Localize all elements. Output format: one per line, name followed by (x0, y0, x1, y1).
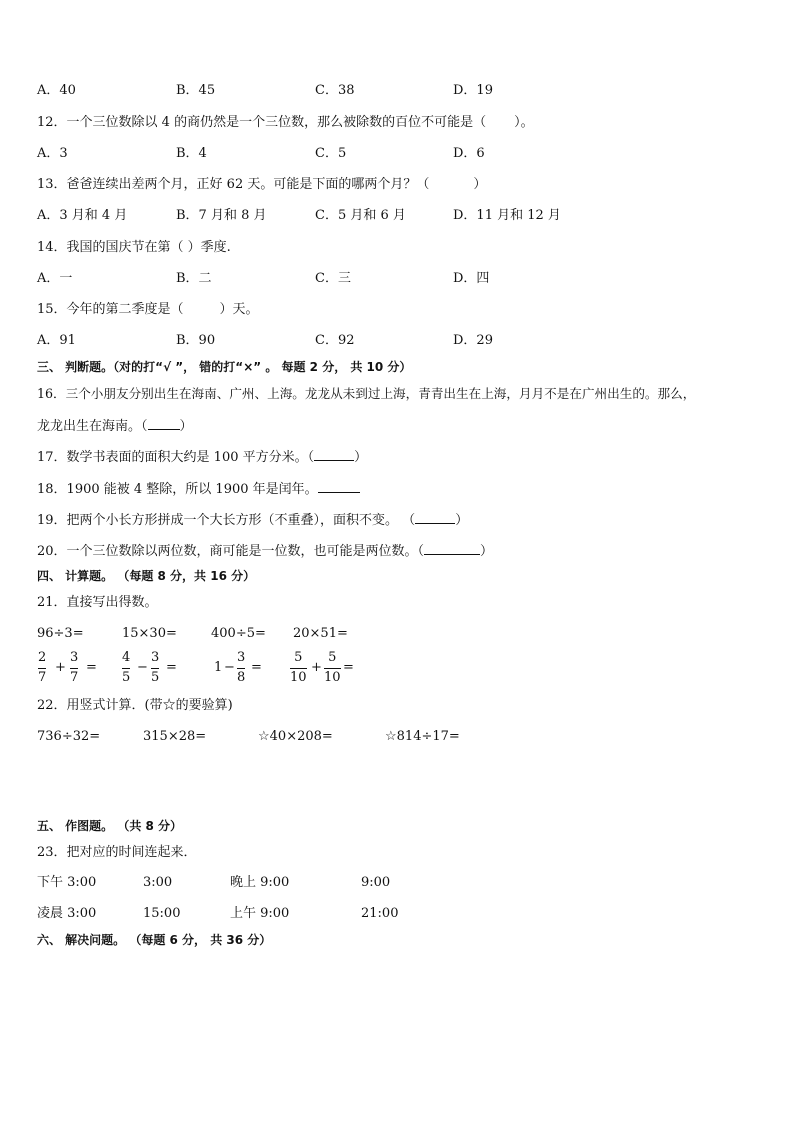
q21-stem: 21．直接写出得数。 (37, 595, 158, 610)
q17-answer-blank[interactable] (314, 448, 354, 461)
denominator: 10 (290, 670, 307, 685)
fraction-bar (290, 668, 307, 669)
denominator: 7 (70, 670, 79, 685)
numerator: 3 (151, 650, 160, 665)
q14-option-b: B．二 (176, 271, 212, 286)
q17-line (37, 448, 367, 466)
q12-option-b: B．4 (176, 146, 207, 161)
equals-sign: = (86, 660, 97, 675)
q11-option-a: A．40 (37, 83, 76, 98)
q22-item-1: 736÷32= (37, 729, 101, 744)
fraction (38, 650, 46, 686)
q21-expr-4: 20×51= (293, 626, 348, 641)
q20-end: ） (480, 544, 494, 559)
whole-number: 1 (214, 660, 223, 675)
fraction-bar (38, 668, 46, 669)
fraction-bar (70, 668, 78, 669)
fraction-bar (237, 668, 245, 669)
q23-row1-item-4[interactable]: 9:00 (361, 875, 391, 890)
q22-stem: 22．用竖式计算．(带☆的要验算) (37, 698, 233, 713)
minus-sign: − (137, 660, 148, 675)
q19-text: 19．把两个小长方形拼成一个大长方形（不重叠），面积不变。 （ (37, 513, 416, 528)
q15-option-d: D．29 (453, 333, 493, 348)
denominator: 5 (151, 670, 160, 685)
q11-option-d: D．19 (453, 83, 493, 98)
q18-text: 18．1900 能被 4 整除，所以 1900 年是闰年。 (37, 482, 318, 497)
q15-option-c: C．92 (315, 333, 355, 348)
numerator: 3 (237, 650, 246, 665)
q20-answer-blank[interactable] (424, 542, 480, 555)
q12-option-c: C．5 (315, 146, 347, 161)
q14-option-a: A．一 (37, 271, 73, 286)
fraction (324, 650, 341, 686)
q13-option-b: B．7 月和 8 月 (176, 208, 267, 223)
fraction (70, 650, 78, 686)
numerator: 5 (328, 650, 337, 665)
q20-text: 20．一个三位数除以两位数，商可能是一位数，也可能是两位数。（ (37, 544, 425, 559)
q12-stem (37, 115, 534, 131)
q16-end: ） (179, 419, 193, 434)
equals-sign: = (166, 660, 177, 675)
q12-option-a: A．3 (37, 146, 68, 161)
q11-option-b: B．45 (176, 83, 216, 98)
numerator: 5 (294, 650, 303, 665)
q13-option-c: C．5 月和 6 月 (315, 208, 406, 223)
q17-text: 17．数学书表面的面积大约是 100 平方分米。（ (37, 450, 315, 465)
plus-sign: + (311, 660, 322, 675)
q12-stem-end: ）。 (514, 115, 534, 130)
q18-answer-blank[interactable] (318, 480, 360, 493)
q14-option-c: C．三 (315, 271, 351, 286)
q15-option-b: B．90 (176, 333, 216, 348)
q16-text: 龙龙出生在海南。（ (37, 419, 148, 434)
fraction (290, 650, 307, 686)
q14-option-d: D．四 (453, 271, 490, 286)
fraction-bar (122, 668, 130, 669)
q14-stem: 14．我国的国庆节在第（ ）季度. (37, 240, 231, 255)
q23-row2-item-1[interactable]: 凌晨 3:00 (37, 906, 97, 921)
equals-sign: = (343, 660, 354, 675)
q21-expr-3: 400÷5= (211, 626, 266, 641)
q13-option-a: A．3 月和 4 月 (37, 208, 128, 223)
q13-stem-end: ） (473, 177, 487, 192)
denominator: 10 (324, 670, 341, 685)
q17-end: ） (354, 450, 368, 465)
section-3-heading: 三、 判断题。（对的打“√ ”， 错的打“×” 。 每题 2 分， 共 10 分） (37, 360, 412, 374)
q21-expr-2: 15×30= (122, 626, 177, 641)
denominator: 8 (237, 670, 246, 685)
fraction (151, 650, 159, 686)
numerator: 2 (38, 650, 47, 665)
plus-sign: + (55, 660, 66, 675)
q22-item-2: 315×28= (143, 729, 207, 744)
fraction-bar (151, 668, 159, 669)
q23-row2-item-3[interactable]: 上午 9:00 (230, 906, 290, 921)
q15-stem (37, 302, 259, 318)
q23-row2-item-2[interactable]: 15:00 (143, 906, 181, 921)
q22-item-4: ☆814÷17= (385, 729, 460, 744)
q15-stem-text: 15．今年的第二季度是（ (37, 302, 184, 317)
q11-option-c: C．38 (315, 83, 355, 98)
q23-row1-item-1[interactable]: 下午 3:00 (37, 875, 97, 890)
q13-stem (37, 177, 486, 193)
q19-end: ） (455, 513, 469, 528)
section-5-heading: 五、 作图题。 （共 8 分） (37, 819, 183, 833)
denominator: 7 (38, 670, 47, 685)
section-6-heading: 六、 解决问题。 （每题 6 分， 共 36 分） (37, 933, 272, 947)
q16-answer-blank[interactable] (148, 417, 180, 430)
q16-line1: 16．三个小朋友分别出生在海南、广州、上海。龙龙从未到过上海，青青出生在上海，月月不是在广州出生的。那么， (37, 386, 696, 401)
q23-row1-item-3[interactable]: 晚上 9:00 (230, 875, 290, 890)
q13-stem-text: 13．爸爸连续出差两个月，正好 62 天。可能是下面的哪两个月？（ (37, 177, 430, 192)
fraction-bar (324, 668, 341, 669)
numerator: 3 (70, 650, 79, 665)
fraction (237, 650, 245, 686)
q23-row2-item-4[interactable]: 21:00 (361, 906, 399, 921)
q19-answer-blank[interactable] (415, 511, 455, 524)
q12-stem-text: 12．一个三位数除以 4 的商仍然是一个三位数，那么被除数的百位不可能是（ (37, 115, 487, 130)
minus-sign: − (224, 660, 235, 675)
q13-option-d: D．11 月和 12 月 (453, 208, 561, 223)
q18-line (37, 480, 360, 498)
equals-sign: = (251, 660, 262, 675)
section-4-heading: 四、 计算题。 （每题 8 分，共 16 分） (37, 569, 256, 583)
q20-line (37, 542, 493, 560)
q22-item-3: ☆40×208= (258, 729, 333, 744)
q12-option-d: D．6 (453, 146, 485, 161)
q15-stem-end: ）天。 (219, 302, 259, 317)
q23-row1-item-2[interactable]: 3:00 (143, 875, 173, 890)
q15-option-a: A．91 (37, 333, 76, 348)
q16-line2 (37, 417, 193, 435)
denominator: 5 (122, 670, 131, 685)
fraction (122, 650, 130, 686)
q23-stem: 23．把对应的时间连起来． (37, 845, 197, 860)
numerator: 4 (122, 650, 131, 665)
q21-expr-1: 96÷3= (37, 626, 84, 641)
q19-line (37, 511, 468, 529)
